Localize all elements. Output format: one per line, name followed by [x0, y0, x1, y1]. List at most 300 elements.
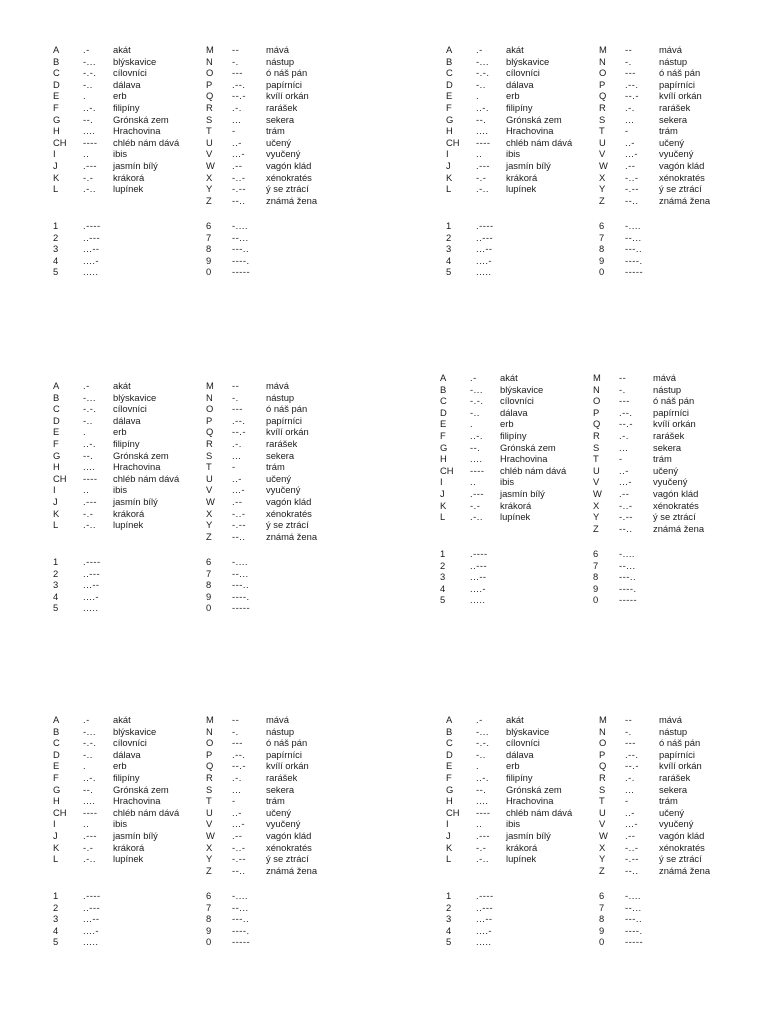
letter-symbol: S — [206, 113, 213, 125]
letter-symbol: V — [206, 484, 213, 496]
letter-code: .-- — [232, 829, 243, 841]
letter-symbol: K — [446, 171, 453, 183]
letter-code: .-.. — [83, 519, 96, 531]
digit-symbol: 8 — [206, 579, 212, 591]
letter-mnemonic: ibis — [506, 148, 521, 160]
letter-mnemonic: známá žena — [659, 194, 711, 206]
letter-symbol: J — [446, 829, 451, 841]
letter-code: .- — [83, 380, 90, 391]
letter-symbol: V — [599, 148, 606, 160]
letter-mnemonic: rarášek — [266, 771, 298, 783]
digit-code: --... — [232, 231, 249, 243]
digit-code: ---.. — [625, 243, 643, 255]
digit-symbol: 2 — [446, 231, 452, 243]
letter-code: .... — [83, 125, 96, 137]
letter-symbol: I — [53, 484, 56, 496]
digit-code: ..--- — [83, 567, 101, 579]
letter-symbol: D — [53, 748, 60, 760]
letter-mnemonic: nástup — [653, 383, 682, 395]
letter-symbol: F — [440, 429, 446, 441]
letter-symbol: N — [206, 725, 213, 737]
letter-mnemonic: učený — [653, 464, 679, 476]
letter-mnemonic: xénokratés — [659, 171, 705, 183]
letter-mnemonic: ó náš pán — [266, 403, 308, 415]
digit-code: -.... — [619, 548, 636, 559]
digit-code: ..--- — [476, 901, 494, 913]
digit-symbol: 7 — [599, 901, 605, 913]
digit-code: ..... — [83, 266, 99, 278]
letter-code: -. — [619, 383, 626, 395]
letter-mnemonic: blýskavice — [506, 55, 550, 67]
letter-symbol: Q — [593, 418, 601, 430]
letter-code: ... — [625, 113, 635, 125]
digit-code: ....- — [476, 924, 493, 936]
digit-code: ..... — [470, 594, 486, 606]
letter-mnemonic: trám — [266, 795, 285, 807]
letter-code: --.- — [625, 760, 639, 772]
digit-symbol: 9 — [206, 924, 212, 936]
letter-symbol: L — [440, 511, 446, 523]
letter-code: . — [476, 90, 480, 102]
letter-code: -.-- — [625, 853, 639, 865]
letter-code: - — [232, 125, 236, 137]
letter-code: --.- — [232, 426, 246, 438]
letter-code: -... — [470, 383, 483, 395]
letter-code: -... — [83, 391, 96, 403]
letter-code: .--- — [476, 829, 490, 841]
letter-symbol: H — [53, 461, 60, 473]
letter-symbol: U — [593, 464, 600, 476]
digit-code: ---.. — [232, 913, 250, 925]
digit-symbol: 3 — [446, 913, 452, 925]
letter-code: ---- — [83, 806, 98, 818]
digit-symbol: 2 — [53, 567, 59, 579]
letter-code: ---- — [476, 806, 491, 818]
letter-code: -. — [232, 55, 239, 67]
letter-code: -- — [232, 380, 240, 391]
letter-mnemonic: ý se ztrácí — [653, 511, 696, 523]
letter-code: --- — [232, 67, 243, 79]
digit-code: --... — [625, 901, 642, 913]
letter-code: ... — [619, 441, 629, 453]
letter-mnemonic: blýskavice — [506, 725, 550, 737]
digit-code: -.... — [232, 556, 249, 567]
letter-symbol: R — [206, 771, 213, 783]
letter-code: ..- — [619, 464, 629, 476]
letter-mnemonic: mává — [266, 44, 289, 55]
letter-symbol: N — [206, 55, 213, 67]
letter-mnemonic: erb — [113, 90, 127, 102]
digit-symbol: 3 — [440, 571, 446, 583]
letter-code: --- — [625, 737, 636, 749]
letter-code: -.. — [83, 414, 93, 426]
letter-code: -..- — [625, 171, 639, 183]
letter-symbol: H — [53, 795, 60, 807]
letter-code: ---- — [83, 136, 98, 148]
letter-mnemonic: akát — [113, 44, 131, 55]
letter-symbol: T — [599, 795, 605, 807]
letter-mnemonic: kvílí orkán — [266, 760, 309, 772]
letter-symbol: A — [446, 714, 453, 725]
digit-symbol: 6 — [599, 220, 605, 231]
letter-mnemonic: mává — [659, 44, 682, 55]
letter-mnemonic: blýskavice — [113, 391, 157, 403]
digit-symbol: 1 — [440, 548, 446, 559]
letter-mnemonic: nástup — [659, 55, 688, 67]
digit-code: ----. — [232, 924, 250, 936]
letter-code: .. — [476, 148, 483, 160]
letter-symbol: I — [446, 818, 449, 830]
letter-symbol: I — [53, 148, 56, 160]
letter-code: -- — [625, 714, 633, 725]
letter-symbol: C — [446, 737, 453, 749]
letter-mnemonic: cílovníci — [113, 67, 147, 79]
letter-symbol: A — [440, 372, 447, 383]
letter-symbol: Z — [599, 194, 605, 206]
letter-code: -- — [232, 44, 240, 55]
digit-symbol: 7 — [206, 231, 212, 243]
digit-symbol: 5 — [53, 936, 59, 948]
digit-code: --... — [619, 559, 636, 571]
digit-symbol: 1 — [446, 220, 452, 231]
letter-mnemonic: blýskavice — [500, 383, 544, 395]
letter-symbol: K — [53, 507, 60, 519]
digit-code: --... — [232, 567, 249, 579]
letter-symbol: R — [599, 101, 606, 113]
letter-symbol: I — [440, 476, 443, 488]
letter-mnemonic: trám — [659, 795, 678, 807]
digit-symbol: 6 — [206, 556, 212, 567]
letter-symbol: U — [599, 136, 606, 148]
letter-code: -.- — [83, 841, 94, 853]
letter-mnemonic: rarášek — [659, 771, 691, 783]
digit-code: ...-- — [470, 571, 487, 583]
morse-card-3 — [53, 380, 353, 620]
digit-symbol: 4 — [440, 582, 446, 594]
letter-symbol: F — [446, 771, 452, 783]
letter-symbol: N — [599, 55, 606, 67]
letter-symbol: E — [53, 760, 60, 772]
letter-code: ..- — [232, 472, 242, 484]
letter-symbol: W — [599, 159, 608, 171]
morse-card-2 — [446, 44, 746, 284]
morse-card-5 — [53, 714, 353, 954]
letter-symbol: L — [446, 853, 452, 865]
letter-symbol: C — [53, 67, 60, 79]
letter-symbol: C — [446, 67, 453, 79]
letter-code: .--. — [625, 78, 639, 90]
letter-symbol: H — [440, 453, 447, 465]
letter-symbol: X — [593, 499, 600, 511]
digit-symbol: 4 — [53, 254, 59, 266]
letter-mnemonic: akát — [113, 714, 131, 725]
digit-symbol: 2 — [53, 231, 59, 243]
letter-mnemonic: rarášek — [653, 429, 685, 441]
letter-mnemonic: trám — [653, 453, 672, 465]
letter-symbol: D — [53, 78, 60, 90]
digit-code: ----. — [232, 254, 250, 266]
digit-symbol: 2 — [53, 901, 59, 913]
letter-symbol: I — [53, 818, 56, 830]
letter-mnemonic: cílovníci — [506, 67, 540, 79]
digit-code: --... — [232, 901, 249, 913]
letter-symbol: M — [206, 44, 214, 55]
letter-symbol: F — [446, 101, 452, 113]
letter-symbol: M — [206, 714, 214, 725]
letter-mnemonic: kvílí orkán — [659, 760, 702, 772]
letter-code: --.. — [232, 864, 246, 876]
letter-symbol: C — [53, 737, 60, 749]
letter-code: -.- — [476, 171, 487, 183]
letter-symbol: R — [593, 429, 600, 441]
letter-mnemonic: Hrachovina — [506, 125, 554, 137]
letter-code: -.. — [476, 748, 486, 760]
digit-symbol: 6 — [206, 220, 212, 231]
digit-code: ..... — [476, 936, 492, 948]
letter-symbol: B — [53, 55, 60, 67]
letter-symbol: U — [206, 472, 213, 484]
digit-symbol: 8 — [593, 571, 599, 583]
letter-code: ...- — [619, 476, 632, 488]
letter-symbol: P — [599, 78, 606, 90]
letter-code: ..- — [625, 806, 635, 818]
digit-code: ----- — [619, 594, 638, 606]
letter-mnemonic: papírníci — [653, 406, 689, 418]
letter-code: .-- — [232, 159, 243, 171]
letter-mnemonic: ý se ztrácí — [266, 853, 309, 865]
letter-mnemonic: akát — [500, 372, 518, 383]
letter-code: .--- — [83, 495, 97, 507]
digit-symbol: 4 — [53, 590, 59, 602]
letter-code: -.-- — [232, 183, 246, 195]
digit-code: ---.. — [232, 579, 250, 591]
letter-mnemonic: xénokratés — [266, 841, 312, 853]
letter-symbol: B — [53, 391, 60, 403]
digit-code: ....- — [83, 924, 100, 936]
letter-symbol: P — [206, 414, 213, 426]
digit-code: ..--- — [83, 231, 101, 243]
letter-symbol: Z — [206, 530, 212, 542]
letter-code: .. — [83, 148, 90, 160]
letter-code: --- — [232, 403, 243, 415]
letter-code: .... — [83, 795, 96, 807]
letter-mnemonic: Grónská zem — [500, 441, 556, 453]
digit-symbol: 3 — [53, 243, 59, 255]
digit-symbol: 5 — [440, 594, 446, 606]
letter-code: .--- — [83, 159, 97, 171]
digit-symbol: 8 — [206, 243, 212, 255]
letter-code: . — [83, 426, 87, 438]
letter-code: ---- — [470, 464, 485, 476]
letter-code: -.-. — [83, 737, 97, 749]
letter-symbol: T — [599, 125, 605, 137]
letter-code: -- — [625, 44, 633, 55]
letter-code: ... — [232, 449, 242, 461]
letter-symbol: L — [53, 853, 59, 865]
letter-symbol: E — [53, 426, 60, 438]
letter-symbol: W — [206, 495, 215, 507]
digit-code: ----. — [625, 924, 643, 936]
letter-code: .--. — [232, 414, 246, 426]
letter-symbol: T — [593, 453, 599, 465]
letter-symbol: G — [53, 449, 61, 461]
letter-symbol: S — [206, 449, 213, 461]
letter-mnemonic: akát — [506, 714, 524, 725]
letter-mnemonic: chléb nám dává — [506, 136, 573, 148]
letter-mnemonic: nástup — [266, 391, 295, 403]
letter-symbol: R — [599, 771, 606, 783]
letter-code: -..- — [232, 171, 246, 183]
letter-symbol: Q — [599, 90, 607, 102]
letter-mnemonic: známá žena — [659, 864, 711, 876]
letter-code: -..- — [625, 841, 639, 853]
letter-mnemonic: trám — [266, 125, 285, 137]
letter-symbol: O — [206, 737, 214, 749]
letter-symbol: G — [446, 783, 454, 795]
letter-mnemonic: akát — [113, 380, 131, 391]
letter-mnemonic: ý se ztrácí — [659, 853, 702, 865]
digit-symbol: 3 — [446, 243, 452, 255]
letter-code: .-. — [232, 437, 242, 449]
digit-symbol: 6 — [599, 890, 605, 901]
letter-mnemonic: vyučený — [266, 818, 301, 830]
letter-mnemonic: akát — [506, 44, 524, 55]
letter-mnemonic: trám — [659, 125, 678, 137]
digit-symbol: 1 — [53, 556, 59, 567]
letter-code: .... — [476, 795, 489, 807]
digit-code: ---.. — [232, 243, 250, 255]
letter-symbol: O — [599, 67, 607, 79]
letter-mnemonic: sekera — [653, 441, 682, 453]
digit-symbol: 6 — [593, 548, 599, 559]
letter-mnemonic: ibis — [506, 818, 521, 830]
letter-mnemonic: ibis — [113, 148, 128, 160]
letter-symbol: Y — [206, 519, 213, 531]
letter-mnemonic: papírníci — [659, 78, 695, 90]
letter-code: .--. — [625, 748, 639, 760]
letter-mnemonic: mává — [266, 380, 289, 391]
digit-code: .---- — [470, 548, 488, 559]
digit-code: .---- — [83, 556, 101, 567]
digit-code: ....- — [83, 254, 100, 266]
letter-mnemonic: dálava — [500, 406, 528, 418]
digit-symbol: 4 — [53, 924, 59, 936]
digit-code: ...-- — [83, 913, 100, 925]
letter-code: --.. — [232, 530, 246, 542]
letter-code: .- — [476, 44, 483, 55]
digit-symbol: 1 — [446, 890, 452, 901]
letter-symbol: P — [593, 406, 600, 418]
digit-code: .---- — [476, 220, 494, 231]
digit-symbol: 9 — [599, 254, 605, 266]
letter-symbol: W — [593, 487, 602, 499]
letter-code: --. — [83, 449, 94, 461]
letter-symbol: T — [206, 125, 212, 137]
digit-symbol: 0 — [206, 936, 212, 948]
letter-code: ...- — [232, 818, 245, 830]
letter-code: .-- — [619, 487, 630, 499]
letter-symbol: P — [206, 748, 213, 760]
letter-mnemonic: známá žena — [266, 864, 318, 876]
letter-mnemonic: kvílí orkán — [653, 418, 696, 430]
digit-code: ..... — [476, 266, 492, 278]
digit-symbol: 7 — [599, 231, 605, 243]
letter-code: --.. — [625, 864, 639, 876]
letter-mnemonic: filipíny — [113, 437, 140, 449]
letter-mnemonic: ý se ztrácí — [266, 183, 309, 195]
letter-symbol: S — [206, 783, 213, 795]
letter-code: -..- — [619, 499, 633, 511]
letter-symbol: B — [446, 55, 453, 67]
letter-symbol: Q — [206, 760, 214, 772]
letter-mnemonic: xénokratés — [266, 507, 312, 519]
letter-symbol: G — [53, 113, 61, 125]
letter-symbol: CH — [53, 136, 67, 148]
letter-symbol: D — [53, 414, 60, 426]
digit-code: .---- — [83, 890, 101, 901]
letter-symbol: O — [206, 403, 214, 415]
digit-symbol: 8 — [599, 913, 605, 925]
letter-symbol: M — [599, 714, 607, 725]
letter-mnemonic: kvílí orkán — [659, 90, 702, 102]
letter-mnemonic: chléb nám dává — [113, 806, 180, 818]
letter-code: .- — [476, 714, 483, 725]
letter-symbol: F — [53, 437, 59, 449]
digit-symbol: 7 — [206, 901, 212, 913]
letter-mnemonic: xénokratés — [659, 841, 705, 853]
letter-mnemonic: mává — [653, 372, 676, 383]
letter-symbol: A — [446, 44, 453, 55]
digit-code: -.... — [625, 890, 642, 901]
letter-symbol: S — [593, 441, 600, 453]
letter-mnemonic: jasmín bílý — [113, 829, 158, 841]
letter-mnemonic: jasmín bílý — [506, 159, 551, 171]
letter-code: . — [476, 760, 480, 772]
letter-mnemonic: vyučený — [266, 148, 301, 160]
letter-mnemonic: Hrachovina — [113, 461, 161, 473]
letter-code: .-- — [232, 495, 243, 507]
letter-code: --. — [83, 783, 94, 795]
letter-mnemonic: sekera — [659, 783, 688, 795]
letter-mnemonic: učený — [266, 806, 292, 818]
letter-code: --.. — [232, 194, 246, 206]
letter-mnemonic: erb — [113, 760, 127, 772]
letter-symbol: M — [593, 372, 601, 383]
letter-mnemonic: chléb nám dává — [113, 136, 180, 148]
letter-code: - — [625, 795, 629, 807]
letter-symbol: Y — [599, 183, 606, 195]
letter-symbol: F — [53, 771, 59, 783]
letter-mnemonic: vagón klád — [266, 495, 312, 507]
letter-mnemonic: ó náš pán — [659, 67, 701, 79]
letter-mnemonic: rarášek — [266, 101, 298, 113]
letter-symbol: Z — [206, 864, 212, 876]
digit-code: -.... — [232, 220, 249, 231]
letter-code: ..-. — [470, 429, 483, 441]
letter-symbol: T — [206, 461, 212, 473]
letter-symbol: R — [206, 437, 213, 449]
letter-mnemonic: jasmín bílý — [506, 829, 551, 841]
letter-code: --.. — [625, 194, 639, 206]
letter-symbol: U — [206, 136, 213, 148]
letter-code: --- — [625, 67, 636, 79]
letter-code: -.-. — [83, 403, 97, 415]
letter-mnemonic: cílovníci — [506, 737, 540, 749]
letter-code: --. — [83, 113, 94, 125]
letter-symbol: K — [446, 841, 453, 853]
letter-symbol: X — [599, 171, 606, 183]
letter-code: --.- — [619, 418, 633, 430]
